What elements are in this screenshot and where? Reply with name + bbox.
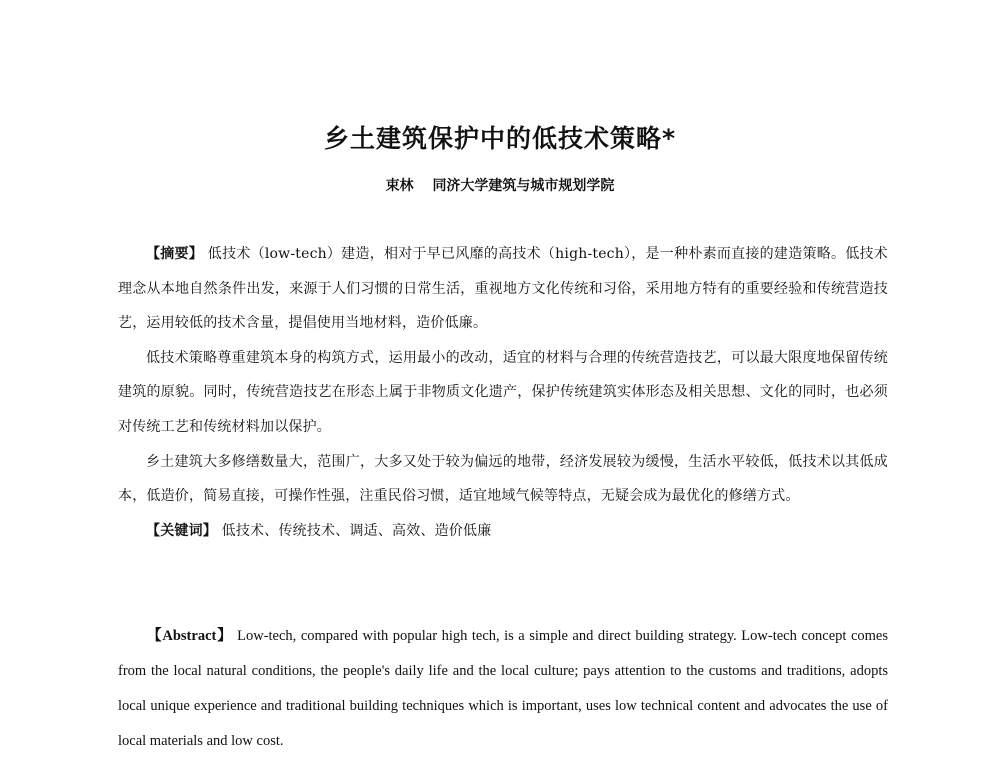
abstract-en <box>118 619 888 759</box>
abstract-cn-paragraph-3: 乡土建筑大多修缮数量大，范围广，大多又处于较为偏远的地带，经济发展较为缓慢，生活水平较低，低技术以其低成本，低造价，简易直接，可操作性强，注重民俗习惯，适宜地域气候等特点，无疑会成为最优化的修缮方式。 <box>118 453 888 505</box>
keywords-cn-label: 【关键词】 <box>146 522 217 539</box>
author-name: 束林 <box>385 178 414 194</box>
abstract-cn <box>118 237 888 548</box>
abstract-en-label: 【Abstract】 <box>147 628 233 644</box>
byline <box>0 176 1000 196</box>
keywords-cn <box>118 514 888 549</box>
abstract-cn-paragraph-2: 低技术策略尊重建筑本身的构筑方式，运用最小的改动，适宜的材料与合理的传统营造技艺，可以最大限度地保留传统建筑的原貌。同时，传统营造技艺在形态上属于非物质文化遗产，保护传统建筑实体形态及相关思想、文化的同时，也必须对传统工艺和传统材料加以保护。 <box>118 349 888 435</box>
abstract-cn-paragraph-1 <box>118 237 888 341</box>
author-affiliation: 同济大学建筑与城市规划学院 <box>432 178 615 194</box>
abstract-cn-label: 【摘要】 <box>146 246 204 262</box>
abstract-en-text: Low-tech, compared with popular high tech, is a simple and direct building strategy. Low-tech concept comes from the local natural conditions, the people's daily life and the local culture; pays attention to the customs and traditions, adopts local unique experience and traditional building techniques which is important, uses low technical content and advocates the use of local materials and low cost. <box>118 628 889 749</box>
keywords-cn-text: 低技术、传统技术、调适、高效、造价低廉 <box>221 522 492 539</box>
abstract-cn-text-1: 低技术（low-tech）建造，相对于早已风靡的高技术（high-tech），是一种朴素而直接的建造策略。低技术理念从本地自然条件出发，来源于人们习惯的日常生活，重视地方文化传统和习俗，采用地方特有的重要经验和传统营造技艺，运用较低的技术含量，提倡使用当地材料，造价低廉。 <box>118 246 888 332</box>
paper-title: 乡土建筑保护中的低技术策略* <box>323 124 677 153</box>
abstract-en-paragraph <box>118 619 888 759</box>
